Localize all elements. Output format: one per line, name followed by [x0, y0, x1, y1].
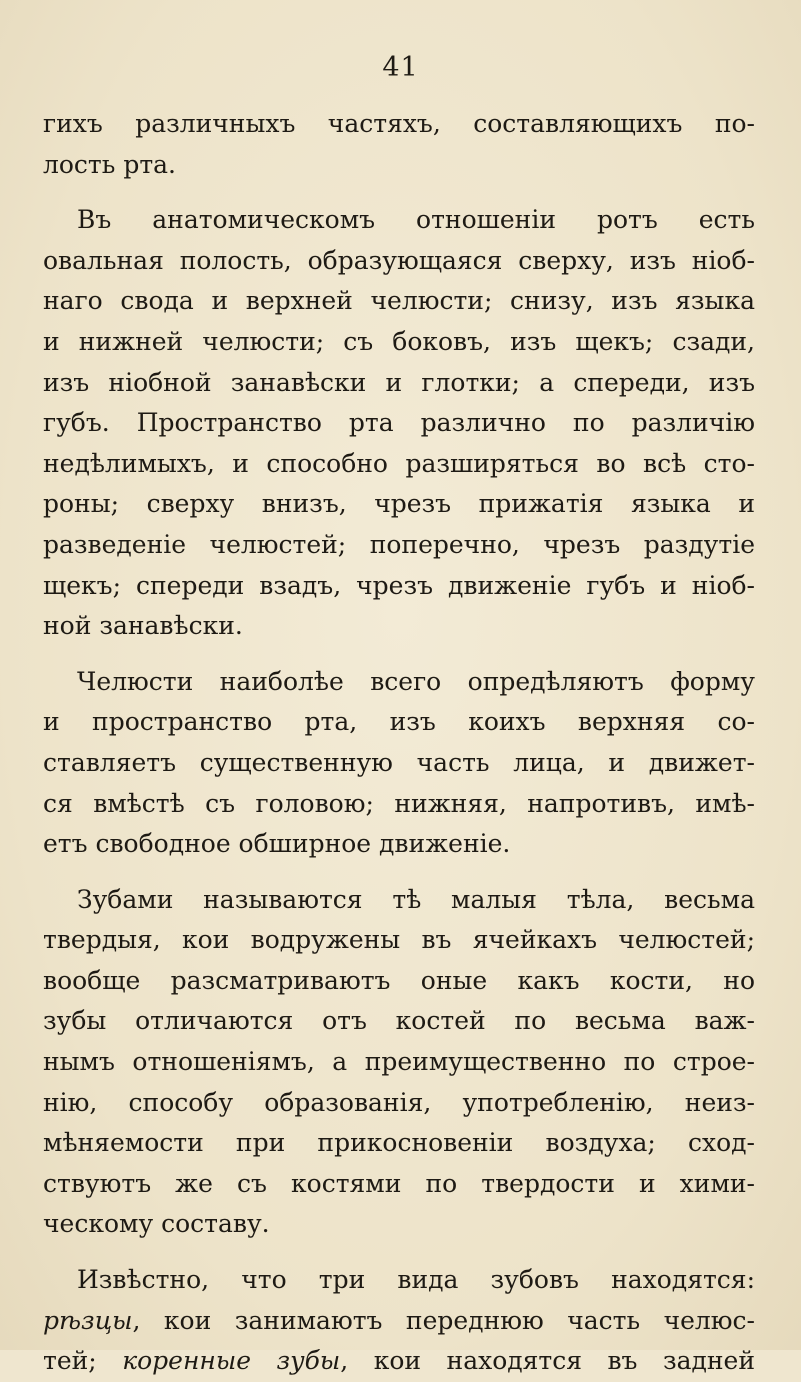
- paragraph-2: [43, 200, 755, 647]
- text-line: зубы отличаются отъ костей по весьма важ-: [43, 1006, 755, 1036]
- text-run: , кои занимаютъ переднюю часть челюс-: [132, 1305, 755, 1335]
- text-line: овальная полость, образующаяся сверху, изъ нiоб-: [43, 245, 755, 275]
- text-line: лость рта.: [43, 149, 177, 179]
- text-line: гихъ различныхъ частяхъ, составляющихъ по-: [43, 109, 755, 138]
- text-line: вообще разсматриваютъ оные какъ кости, но: [43, 965, 755, 995]
- text-line: разведенiе челюстей; поперечно, чрезъ раздутiе: [43, 529, 755, 559]
- text-line: ной занавѣски.: [43, 611, 243, 641]
- text-line: Челюсти наиболѣе всего опредѣляютъ форму: [77, 666, 755, 696]
- text-line: Извѣстно, что три вида зубовъ находятся:: [77, 1265, 755, 1295]
- text-line: [43, 1341, 755, 1382]
- text-line: ческому составу.: [43, 1209, 270, 1239]
- paragraph-1: [43, 104, 755, 185]
- text-line: нымъ отношенiямъ, а преимущественно по строе-: [43, 1047, 755, 1077]
- text-run: , кои находятся въ задней: [340, 1346, 755, 1376]
- italic-term: коренные зубы: [122, 1346, 341, 1376]
- text-line: Въ анатомическомъ отношенiи ротъ есть: [77, 205, 755, 235]
- italic-term: рѣзцы: [43, 1305, 133, 1335]
- page-text: [43, 104, 755, 1382]
- text-line: наго свода и верхней челюсти; снизу, изъ языка: [43, 286, 755, 316]
- paragraph-3: [43, 662, 755, 865]
- text-line: недѣлимыхъ, и способно разширяться во всѣ сто-: [43, 448, 755, 478]
- text-line: нiю, способу образованiя, употребленiю, неиз-: [43, 1087, 755, 1117]
- text-line: щекъ; спереди взадъ, чрезъ движенiе губъ и нiоб-: [43, 570, 755, 600]
- text-line: губъ. Пространство рта различно по различiю: [43, 408, 755, 438]
- text-line: [43, 1301, 755, 1342]
- paragraph-5: [43, 1260, 755, 1382]
- page-number: 41: [382, 52, 419, 83]
- text-line: и пространство рта, изъ коихъ верхняя со-: [43, 707, 755, 737]
- text-line: изъ нiобной занавѣски и глотки; а спереди, изъ: [43, 367, 755, 397]
- text-line: роны; сверху внизъ, чрезъ прижатiя языка и: [43, 489, 755, 519]
- text-line: ствуютъ же съ костями по твердости и хими-: [43, 1168, 755, 1198]
- text-line: мѣняемости при прикосновенiи воздуха; сход-: [43, 1128, 755, 1158]
- text-line: твердыя, кои водружены въ ячейкахъ челюстей;: [43, 925, 755, 955]
- paragraph-4: [43, 880, 755, 1245]
- text-line: Зубами называются тѣ малыя тѣла, весьма: [77, 884, 755, 914]
- text-line: и нижней челюсти; съ боковъ, изъ щекъ; сзади,: [43, 326, 755, 356]
- text-line: ставляетъ существенную часть лица, и движет-: [43, 747, 755, 777]
- text-line: етъ свободное обширное движенiе.: [43, 829, 511, 859]
- text-line: ся вмѣстѣ съ головою; нижняя, напротивъ, имѣ-: [43, 788, 755, 818]
- text-run: тей;: [43, 1346, 123, 1376]
